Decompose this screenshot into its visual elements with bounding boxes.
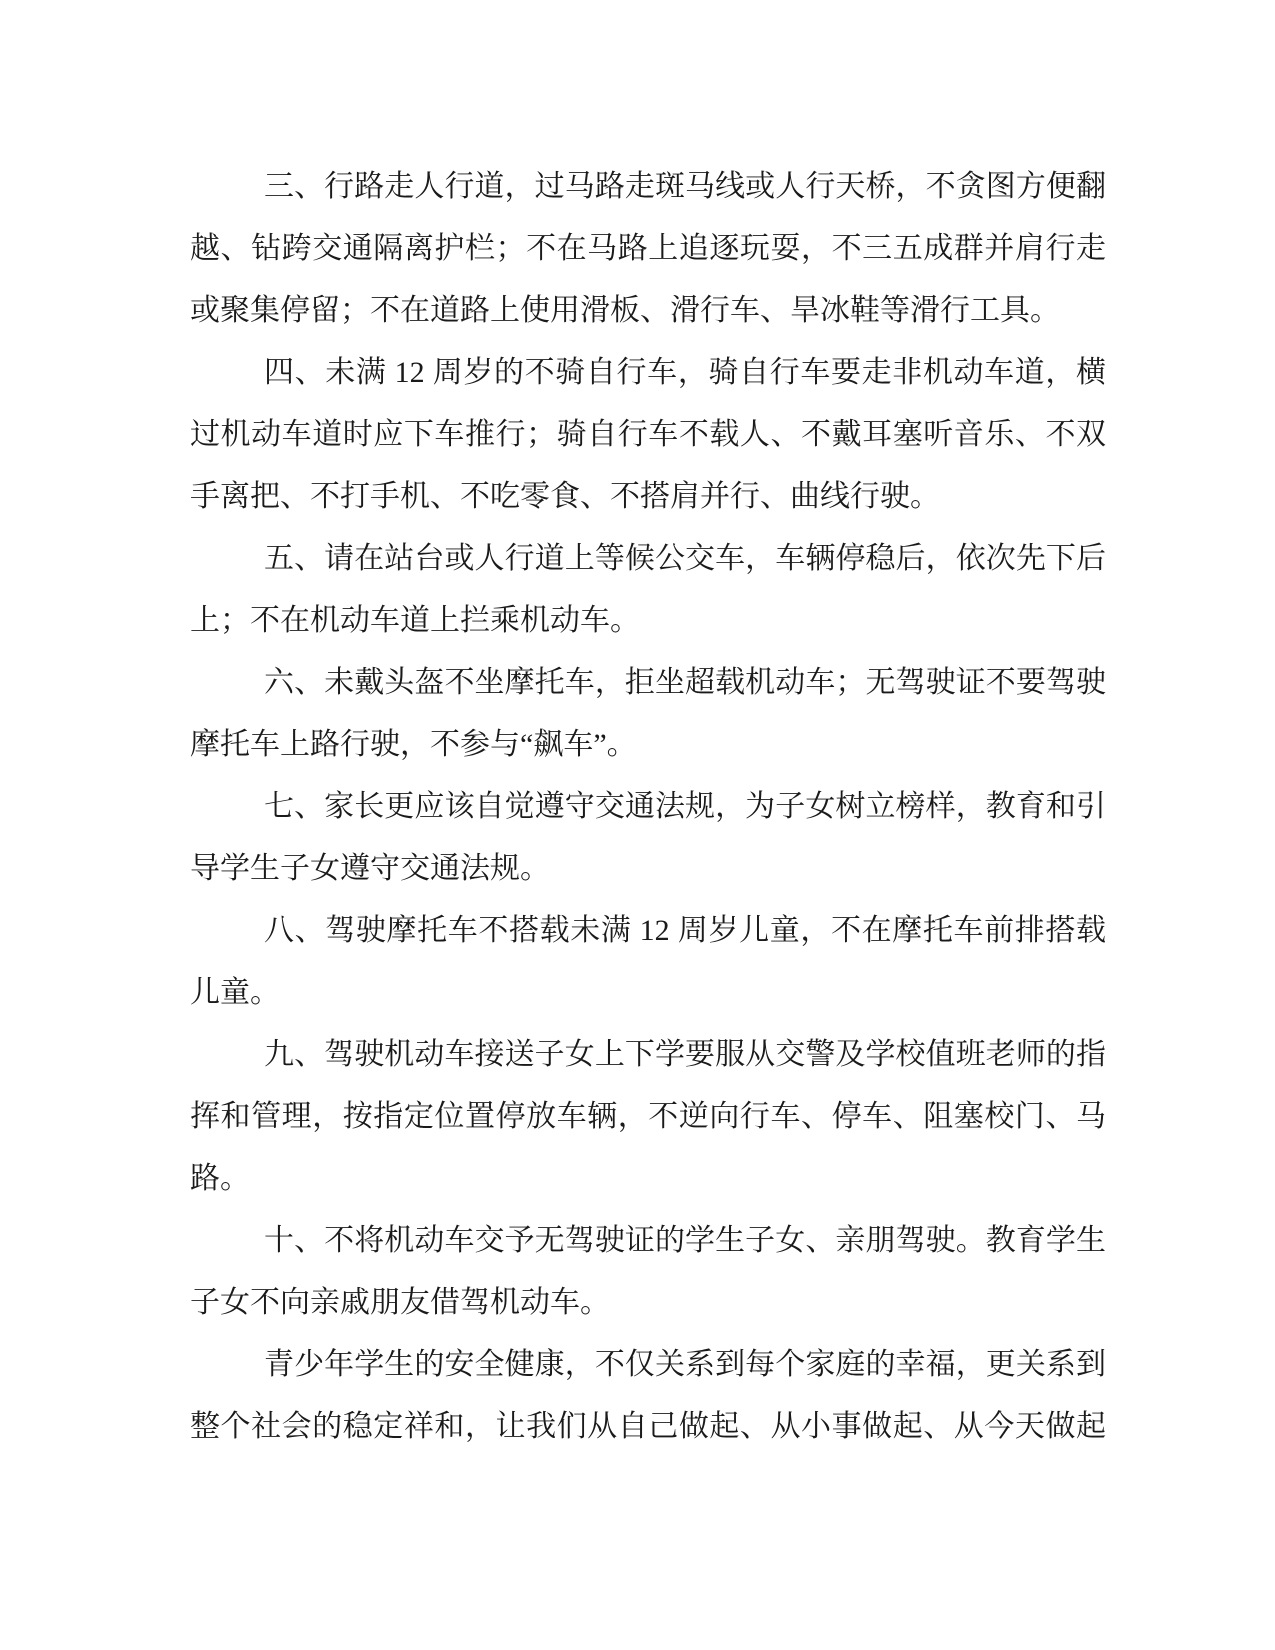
paragraph-item-10 [190,1210,1106,1334]
text-line: 七、家长更应该自觉遵守交通法规，为子女树立榜样，教育和引 [264,790,1106,823]
text-line: 摩托车上路行驶，不参与“飙车”。 [190,728,637,761]
text-line: 子女不向亲戚朋友借驾机动车。 [190,1286,610,1319]
paragraph-item-8 [190,900,1106,1024]
paragraph-closing-paragraph [190,1334,1106,1458]
text-line: 过机动车道时应下车推行；骑自行车不载人、不戴耳塞听音乐、不双 [190,418,1106,451]
text-line: 越、钻跨交通隔离护栏；不在马路上追逐玩耍，不三五成群并肩行走 [190,232,1106,265]
text-block [190,156,1106,1458]
paragraph-item-7 [190,776,1106,900]
text-line: 五、请在站台或人行道上等候公交车，车辆停稳后，依次先下后 [264,542,1106,575]
text-line: 路。 [190,1162,250,1195]
text-line: 青少年学生的安全健康，不仅关系到每个家庭的幸福，更关系到 [264,1348,1106,1381]
text-line: 挥和管理，按指定位置停放车辆，不逆向行车、停车、阻塞校门、马 [190,1100,1106,1133]
paragraph-item-9 [190,1024,1106,1210]
text-line: 九、驾驶机动车接送子女上下学要服从交警及学校值班老师的指 [264,1038,1106,1071]
text-line: 十、不将机动车交予无驾驶证的学生子女、亲朋驾驶。教育学生 [264,1224,1106,1257]
text-line: 上；不在机动车道上拦乘机动车。 [190,604,640,637]
text-line: 四、未满 12 周岁的不骑自行车，骑自行车要走非机动车道，横 [264,356,1106,389]
text-line: 或聚集停留；不在道路上使用滑板、滑行车、旱冰鞋等滑行工具。 [190,294,1060,327]
text-line: 三、行路走人行道，过马路走斑马线或人行天桥，不贪图方便翻 [264,170,1106,203]
text-line: 儿童。 [190,976,280,1009]
paragraph-item-6 [190,652,1106,776]
text-line: 六、未戴头盔不坐摩托车，拒坐超载机动车；无驾驶证不要驾驶 [264,666,1106,699]
text-line: 手离把、不打手机、不吃零食、不搭肩并行、曲线行驶。 [190,480,940,513]
text-line: 整个社会的稳定祥和，让我们从自己做起、从小事做起、从今天做起 [190,1410,1106,1443]
text-line: 导学生子女遵守交通法规。 [190,852,550,885]
paragraph-item-5 [190,528,1106,652]
paragraph-item-3 [190,156,1106,342]
text-line: 八、驾驶摩托车不搭载未满 12 周岁儿童，不在摩托车前排搭载 [264,914,1106,947]
paragraph-item-4 [190,342,1106,528]
